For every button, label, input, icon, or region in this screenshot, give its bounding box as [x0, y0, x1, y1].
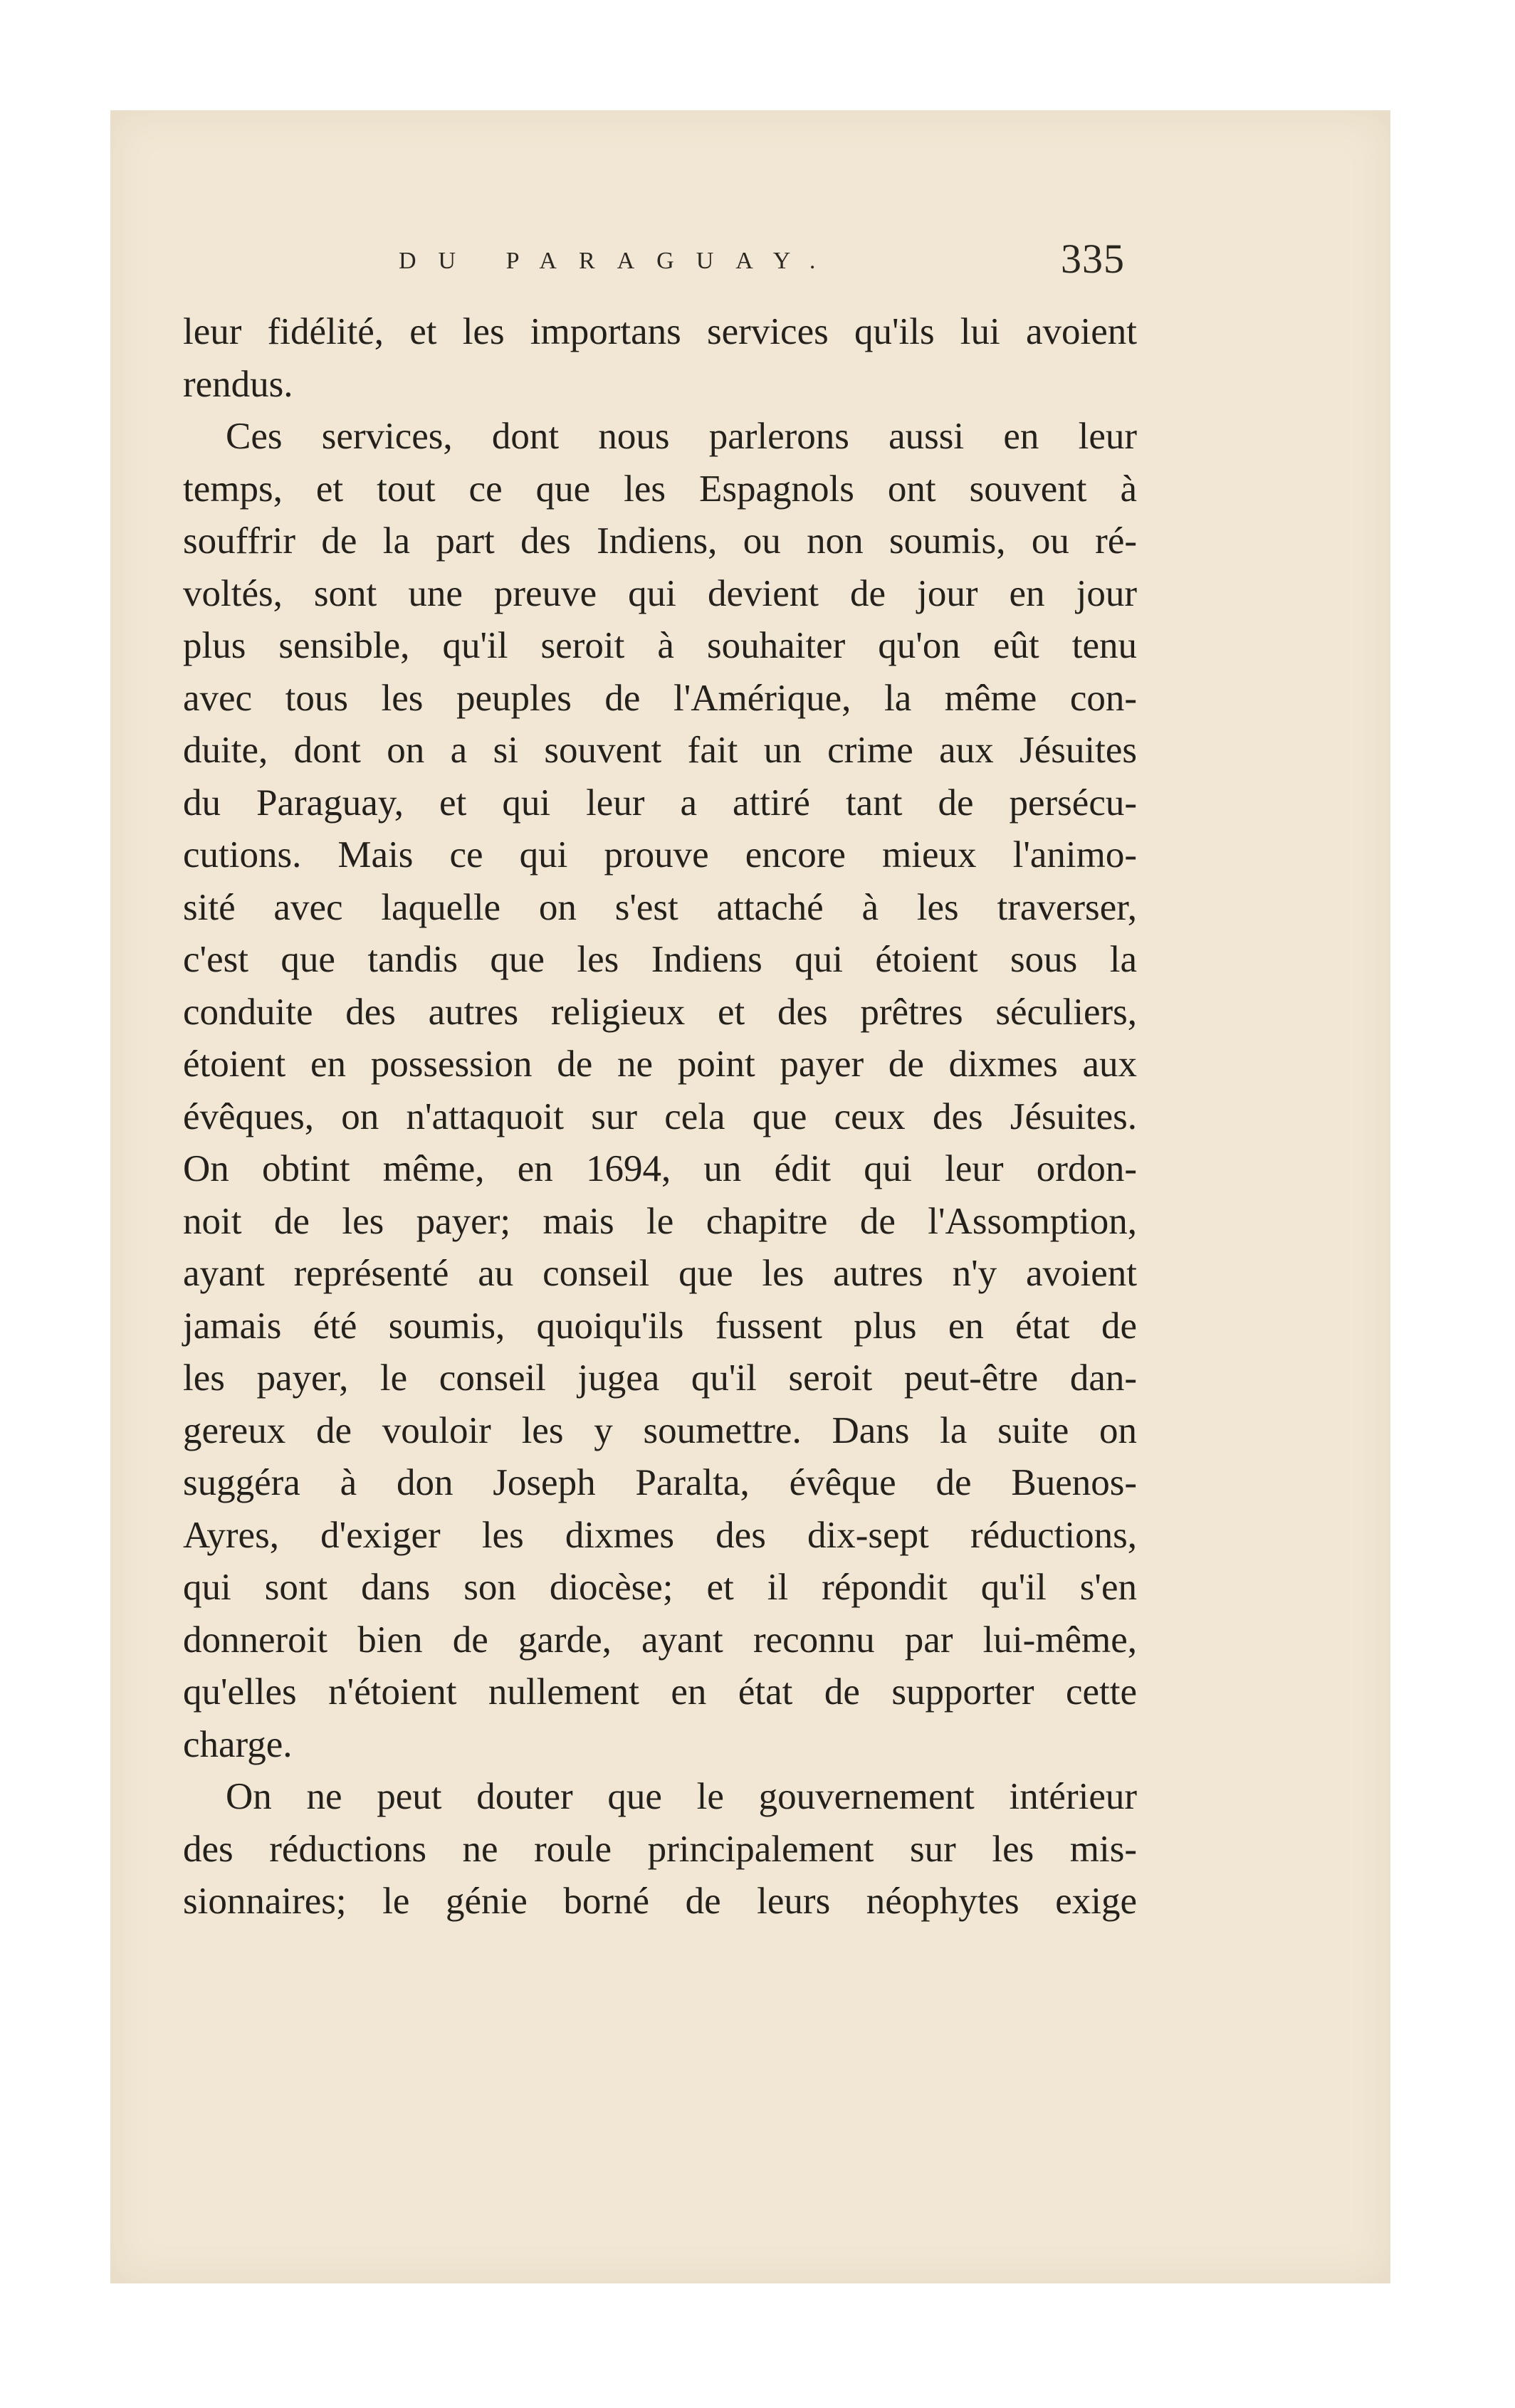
text-line: duite, dont on a si souvent fait un crime aux Jésuites — [183, 730, 1137, 771]
text-line: charge. — [183, 1723, 293, 1765]
text-line: suggéra à don Joseph Paralta, évêque de Buenos- — [183, 1462, 1137, 1503]
text-line: sité avec laquelle on s'est attaché à les traverser, — [183, 886, 1137, 928]
text-line: noit de les payer; mais le chapitre de l'Assomption, — [183, 1200, 1137, 1242]
text-line: conduite des autres religieux et des prêtres séculiers, — [183, 991, 1137, 1033]
text-line: On ne peut douter que le gouvernement intérieur — [226, 1776, 1137, 1817]
text-line: donneroit bien de garde, ayant reconnu par lui-même, — [183, 1619, 1137, 1661]
running-head — [399, 235, 1125, 285]
text-line: ayant représenté au conseil que les autres n'y avoient — [183, 1253, 1137, 1294]
text-line: sionnaires; le génie borné de leurs néophytes exige — [183, 1881, 1137, 1922]
text-line: des réductions ne roule principalement sur les mis- — [183, 1828, 1137, 1870]
text-line: temps, et tout ce que les Espagnols ont souvent à — [183, 468, 1137, 510]
text-line: évêques, on n'attaquoit sur cela que ceux des Jésuites. — [183, 1095, 1137, 1137]
text-line: rendus. — [183, 363, 293, 405]
page-number: 335 — [1061, 236, 1125, 282]
text-line: Ayres, d'exiger les dixmes des dix-sept réductions, — [183, 1514, 1137, 1556]
text-line: étoient en possession de ne point payer de dixmes aux — [183, 1043, 1137, 1085]
text-line: plus sensible, qu'il seroit à souhaiter qu'on eût tenu — [183, 625, 1137, 666]
text-line: gereux de vouloir les y soumettre. Dans la suite on — [183, 1409, 1137, 1451]
body-text — [183, 306, 1137, 1928]
text-line: voltés, sont une preuve qui devient de jour en jour — [183, 572, 1137, 614]
text-line: c'est que tandis que les Indiens qui étoient sous la — [183, 939, 1137, 980]
text-line: qu'elles n'étoient nullement en état de supporter cette — [183, 1671, 1137, 1713]
text-line: les payer, le conseil jugea qu'il seroit peut-être dan- — [183, 1357, 1137, 1399]
text-line: Ces services, dont nous parlerons aussi en leur — [226, 416, 1137, 457]
text-line: On obtint même, en 1694, un édit qui leur ordon- — [183, 1148, 1137, 1189]
text-line: souffrir de la part des Indiens, ou non soumis, ou ré- — [183, 520, 1137, 562]
text-line: leur fidélité, et les importans services qu'ils lui avoient — [183, 311, 1137, 352]
text-line: jamais été soumis, quoiqu'ils fussent plus en état de — [183, 1305, 1137, 1347]
text-line: qui sont dans son diocèse; et il répondit qu'il s'en — [183, 1567, 1137, 1608]
running-title: DU PARAGUAY. — [399, 248, 838, 274]
text-line: avec tous les peuples de l'Amérique, la même con- — [183, 677, 1137, 719]
text-line: cutions. Mais ce qui prouve encore mieux l'animo- — [183, 834, 1137, 876]
text-line: du Paraguay, et qui leur a attiré tant de persécu- — [183, 782, 1137, 824]
